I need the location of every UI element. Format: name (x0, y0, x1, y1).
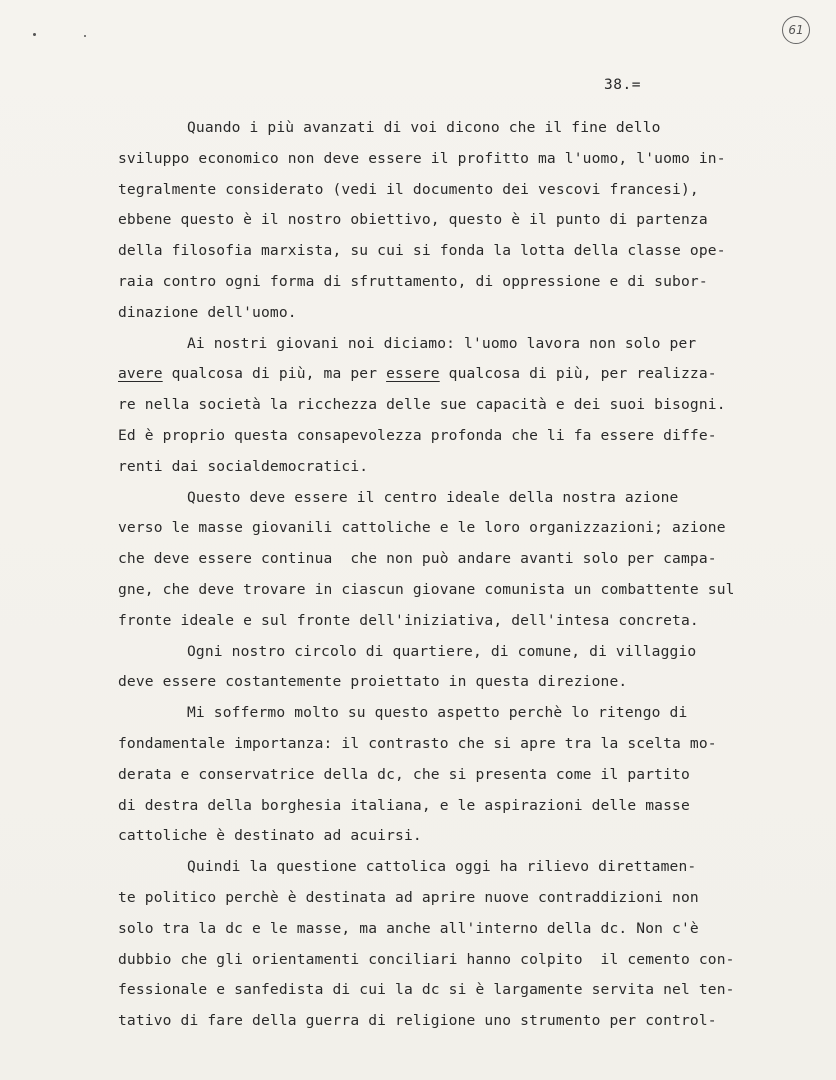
underlined-word: essere (386, 365, 440, 383)
text-segment: re nella società la ricchezza delle sue capacità e dei suoi bisogni. (118, 396, 726, 414)
text-line (118, 765, 690, 785)
text-line (187, 703, 687, 723)
text-segment: fondamentale importanza: il contrasto che si apre tra la scelta mo- (118, 735, 717, 752)
text-segment: Ai nostri giovani noi diciamo: l'uomo lavora non solo per (187, 334, 697, 352)
text-segment: sviluppo economico non deve essere il profitto ma l'uomo, l'uomo in- (118, 149, 726, 167)
text-segment: qualcosa di più, per realizza- (439, 365, 717, 383)
scan-speck (84, 35, 86, 37)
text-line (187, 488, 679, 508)
text-line (118, 149, 726, 169)
text-line (118, 272, 708, 292)
text-segment: fronte ideale e sul fronte dell'iniziativa, dell'intesa concreta. (118, 611, 699, 629)
text-line (118, 426, 717, 446)
text-segment: che deve essere continua che non può andare avanti solo per campa- (118, 550, 717, 568)
text-line (118, 395, 726, 415)
text-segment: te politico perchè è destinata ad aprire nuove contraddizioni non (118, 889, 699, 906)
scan-speck (33, 33, 36, 36)
text-segment: qualcosa di più, ma per (162, 365, 387, 383)
text-line (118, 980, 735, 1000)
archive-stamp (782, 16, 810, 44)
text-line (118, 734, 717, 754)
archive-stamp-number: 61 (788, 23, 804, 37)
text-segment: cattoliche è destinato ad acuirsi. (118, 827, 422, 845)
page-number: 38.= (604, 77, 641, 93)
text-segment: solo tra la dc e le masse, ma anche all'interno della dc. Non c'è (118, 919, 699, 937)
text-segment: dubbio che gli orientamenti conciliari hanno colpito il cemento con- (118, 950, 735, 968)
text-segment: Ogni nostro circolo di quartiere, di comune, di villaggio (187, 642, 697, 660)
text-segment: Quando i più avanzati di voi dicono che il fine dello (187, 119, 661, 136)
text-line (187, 118, 661, 138)
text-segment: renti dai socialdemocratici. (118, 457, 369, 475)
text-line (118, 1011, 717, 1031)
text-segment: Quindi la questione cattolica oggi ha rilievo direttamen- (187, 858, 697, 876)
text-line (118, 888, 699, 908)
text-segment: Ed è proprio questa consapevolezza profonda che li fa essere diffe- (118, 427, 717, 444)
text-line (118, 950, 735, 970)
underlined-word: avere (118, 365, 163, 383)
text-line (118, 580, 735, 600)
text-segment: di destra della borghesia italiana, e le aspirazioni delle masse (118, 796, 690, 814)
text-segment: della filosofia marxista, su cui si fonda la lotta della classe ope- (118, 242, 726, 260)
text-line (118, 919, 699, 939)
text-line (118, 364, 717, 384)
text-line (118, 518, 726, 538)
text-line (118, 549, 717, 569)
text-line (118, 796, 690, 816)
text-segment: derata e conservatrice della dc, che si presenta come il partito (118, 765, 690, 783)
text-line (118, 241, 726, 261)
text-segment: raia contro ogni forma di sfruttamento, di oppressione e di subor- (118, 273, 708, 290)
text-segment: dinazione dell'uomo. (118, 303, 297, 321)
text-line (118, 303, 297, 323)
text-segment: tativo di fare della guerra di religione uno strumento per control- (118, 1012, 717, 1030)
text-segment: gne, che deve trovare in ciascun giovane comunista un combattente sul (118, 581, 735, 598)
text-line (118, 210, 708, 230)
text-line (118, 611, 699, 631)
text-segment: deve essere costantemente proiettato in questa direzione. (118, 673, 628, 691)
text-line (118, 672, 627, 692)
text-line (187, 334, 696, 354)
text-line (118, 826, 422, 846)
text-segment: Questo deve essere il centro ideale della nostra azione (187, 488, 679, 506)
text-line (187, 857, 696, 877)
text-segment: ebbene questo è il nostro obiettivo, questo è il punto di partenza (118, 211, 708, 229)
text-segment: verso le masse giovanili cattoliche e le loro organizzazioni; azione (118, 519, 726, 537)
text-line (118, 180, 699, 200)
text-segment: Mi soffermo molto su questo aspetto perchè lo ritengo di (187, 704, 688, 722)
text-line (118, 457, 368, 477)
text-segment: fessionale e sanfedista di cui la dc si è largamente servita nel ten- (118, 981, 735, 999)
text-line (187, 642, 696, 662)
text-segment: tegralmente considerato (vedi il documento dei vescovi francesi), (118, 180, 699, 198)
